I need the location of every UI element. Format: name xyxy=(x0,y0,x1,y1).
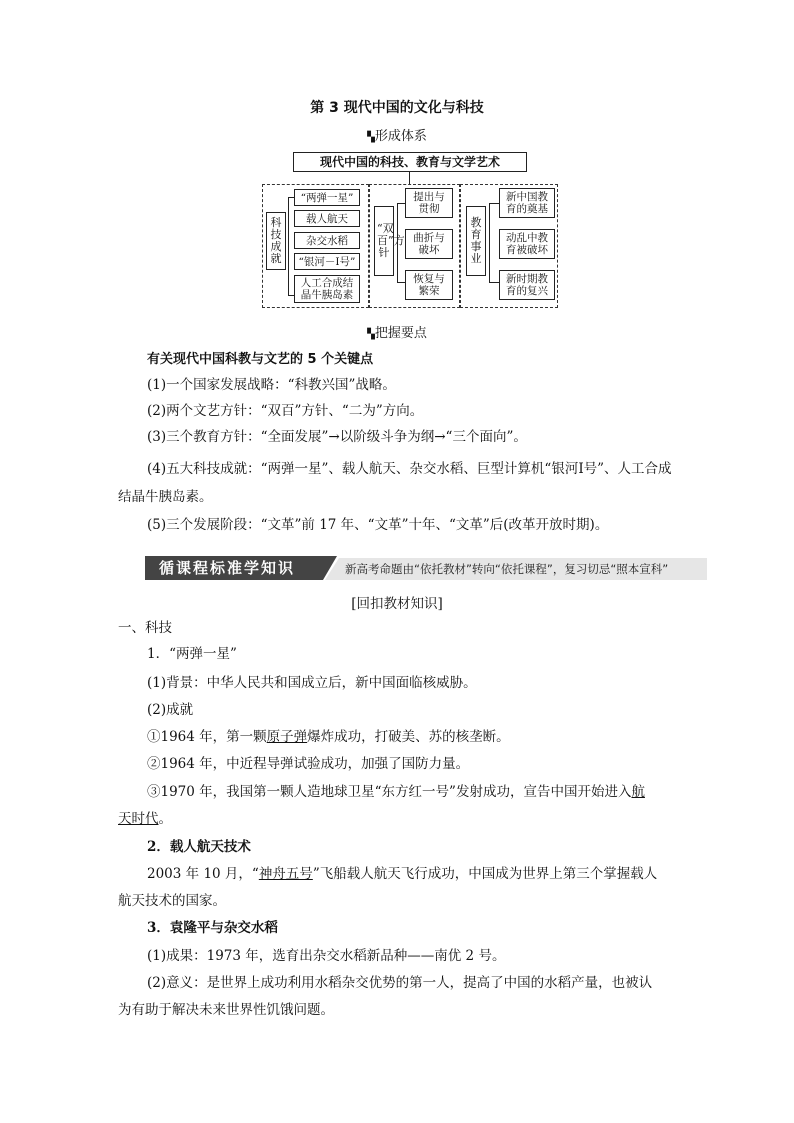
diagram-bracket xyxy=(489,203,499,283)
key-point: (2)两个文艺方针：“双百”方针、“二为”方向。 xyxy=(147,403,424,419)
diagram-group-label: 科技成就 xyxy=(266,212,286,270)
key-term: 神舟五号 xyxy=(258,866,313,882)
diagram-item: 新中国教育的奠基 xyxy=(499,188,555,218)
section-system-heading: ▚形成体系 xyxy=(367,129,427,144)
section-banner xyxy=(145,554,707,582)
diagram-root: 现代中国的科技、教育与文学艺术 xyxy=(293,152,527,172)
diagram-group-label: 教育事业 xyxy=(466,206,486,276)
key-term: 天时代 xyxy=(118,811,159,827)
key-term: 原子弹 xyxy=(266,729,308,745)
diagram-connector xyxy=(409,172,410,184)
paragraph: (1)成果：1973 年，选育出杂交水稻新品种——南优 2 号。 xyxy=(147,948,506,964)
diagram-item: 动乱中教育被破坏 xyxy=(499,229,555,259)
paragraph: ①1964 年，第一颗原子弹爆炸成功，打破美、苏的核垄断。 xyxy=(147,729,510,745)
diagram-item: 曲折与破坏 xyxy=(405,229,453,259)
paragraph: (1)背景：中华人民共和国成立后，新中国面临核威胁。 xyxy=(147,675,477,691)
diagram-bracket xyxy=(397,203,405,283)
diagram-group-label: “双百”方针 xyxy=(374,206,394,276)
section-points-heading: ▚把握要点 xyxy=(367,326,427,341)
subsection-title: 2．载人航天技术 xyxy=(147,839,251,855)
banner-title: 循课程标准学知识 xyxy=(159,559,296,577)
diagram-item: 恢复与繁荣 xyxy=(405,270,453,300)
paragraph: (2)意义：是世界上成功利用水稻杂交优势的第一人，提高了中国的水稻产量，也被认 xyxy=(147,975,653,991)
paragraph: (2)成就 xyxy=(147,702,194,718)
paragraph: 2003 年 10 月，“神舟五号”飞船载人航天飞行成功，中国成为世界上第三个掌握载人 xyxy=(147,866,658,882)
subsection-title: 3．袁隆平与杂交水稻 xyxy=(147,920,278,936)
key-point: (5)三个发展阶段：“文革”前 17 年、“文革”十年、“文革”后(改革开放时期)。 xyxy=(147,517,609,533)
paragraph: 为有助于解决未来世界性饥饿问题。 xyxy=(118,1002,334,1018)
diagram-item: 新时期教育的复兴 xyxy=(499,270,555,300)
paragraph: ③1970 年，我国第一颗人造地球卫星“东方红一号”发射成功，宣告中国开始进入航 xyxy=(147,784,645,800)
diagram-item: 提出与贯彻 xyxy=(405,188,453,218)
key-term: 航 xyxy=(631,784,645,800)
subsection-title: 1．“两弹一星” xyxy=(147,646,237,662)
diagram-item: “两弹一星” xyxy=(294,189,360,206)
lesson-title: 第 3 现代中国的文化与科技 xyxy=(310,100,484,116)
part-heading: 一、科技 xyxy=(118,620,172,636)
diagram-item: “银河－Ⅰ号” xyxy=(294,253,360,270)
banner-note: 新高考命题由“依托教材”转向“依托课程”，复习切忌“照本宣科” xyxy=(345,562,669,576)
section-marker-icon: ▚ xyxy=(367,329,375,340)
review-subheading: [回扣教材知识] xyxy=(351,596,443,612)
key-point: (3)三个教育方针：“全面发展”→以阶级斗争为纲→“三个面向”。 xyxy=(147,429,527,445)
key-point: (4)五大科技成就：“两弹一星”、载人航天、杂交水稻、巨型计算机“银河Ⅰ号”、人工合成结晶牛胰岛素。 xyxy=(118,461,672,505)
diagram-item: 人工合成结晶牛胰岛素 xyxy=(294,275,360,303)
section-marker-icon: ▚ xyxy=(367,132,375,143)
paragraph: ②1964 年，中近程导弹试验成功，加强了国防力量。 xyxy=(147,756,470,772)
diagram-item: 杂交水稻 xyxy=(294,232,360,249)
concept-diagram xyxy=(0,0,794,340)
paragraph: 航天技术的国家。 xyxy=(118,893,226,909)
paragraph: 天时代。 xyxy=(118,811,172,827)
diagram-item: 载人航天 xyxy=(294,210,360,227)
key-point: (1)一个国家发展战略：“科教兴国”战略。 xyxy=(147,377,396,393)
key-points-heading: 有关现代中国科教与文艺的 5 个关键点 xyxy=(147,352,374,367)
